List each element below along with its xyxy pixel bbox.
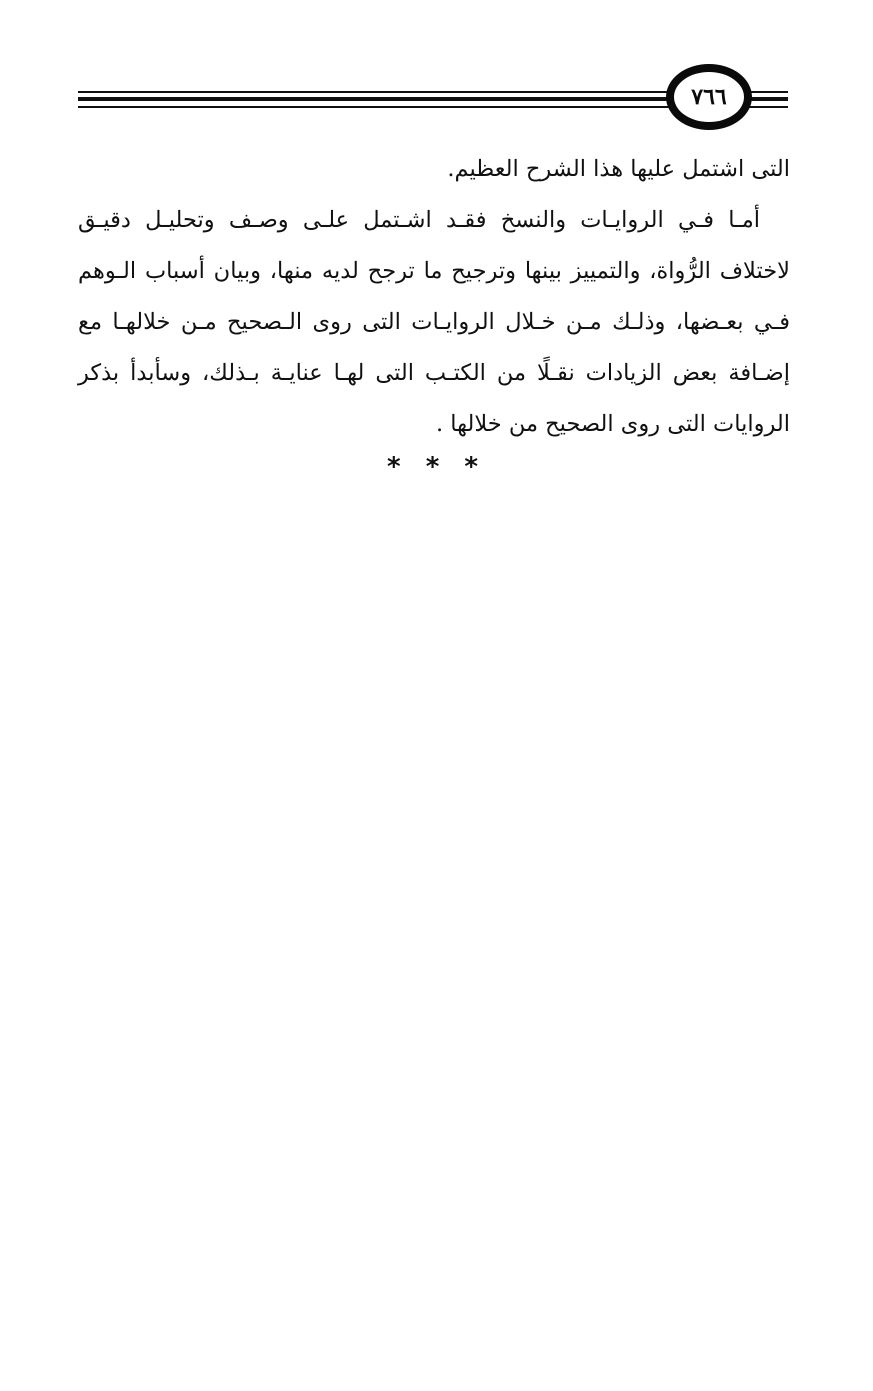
page-number: ٧٦٦	[691, 84, 727, 110]
body-text	[78, 144, 790, 450]
paragraph-1: التى اشتمل عليها هذا الشرح العظيم.	[447, 156, 790, 182]
page-header	[78, 64, 788, 134]
page-number-badge	[666, 64, 752, 130]
section-separator: * * *	[387, 452, 486, 482]
paragraph-2: أمـا فـي الروايـات والنسخ فقـد اشـتمل علـى وصـف وتحليـل دقيـق لاختلاف الرُّواة، والتمييز بينها وترجيح ما ترجح لديه منها، وبيان أسباب الـوهم فـي بعـضها، وذلـك مـن خـلال الروايـات التى روى الـصحيح مـن خلالهـا مع إضـافة بعض الزيادات نقـلًا من الكتـب التى لهـا عنايـة بـذلك، وسأبدأ بذكر الروايات التى روى الصحيح من خلالها .	[78, 207, 790, 437]
